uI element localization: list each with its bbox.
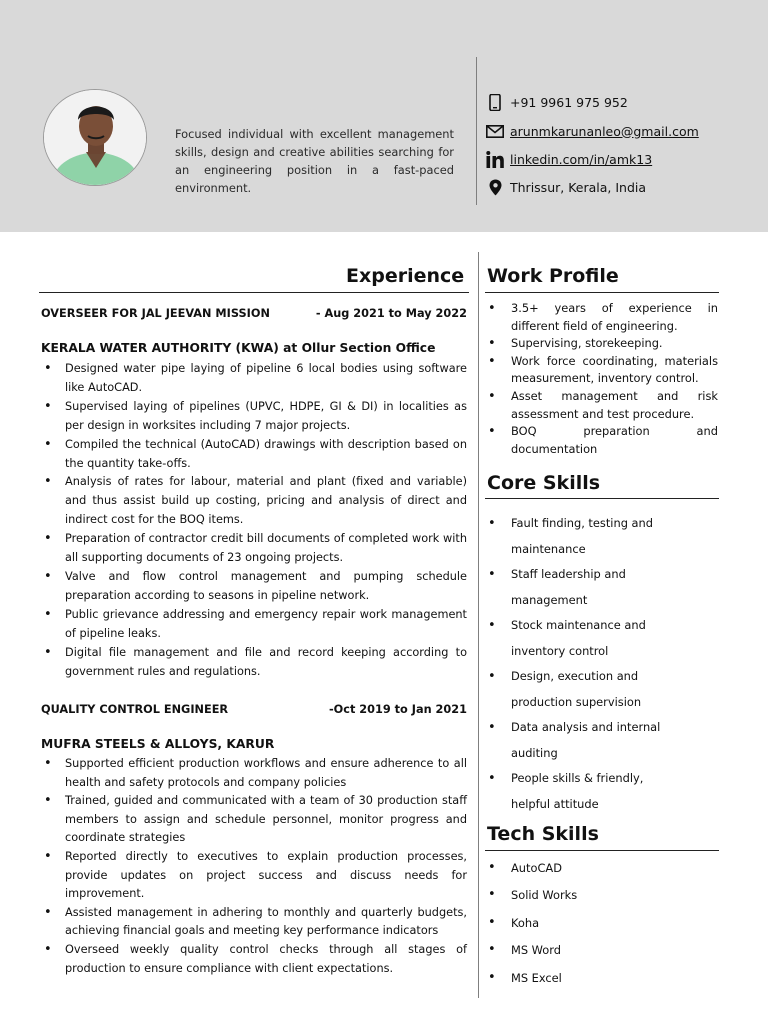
tech-skills-rule [485, 850, 719, 851]
core-skills-heading: Core Skills [487, 472, 601, 494]
list-item: • Reported directly to executives to explain production processes, provide updates on project success and discuss needs for improvement. [41, 848, 467, 904]
list-item: • Designed water pipe laying of pipeline 6 local bodies using software like AutoCAD. [41, 360, 467, 398]
contact-linkedin[interactable] [486, 149, 746, 169]
profile-photo [43, 89, 147, 186]
tech-skills-heading: Tech Skills [487, 823, 599, 845]
phone-number: +91 9961 975 952 [510, 94, 628, 110]
list-item: • Supported efficient production workflows and ensure adherence to all health and safety protocols and company policies [41, 755, 467, 792]
list-item: • Supervising, storekeeping. [487, 335, 718, 353]
list-item: • Digital file management and file and record keeping according to government rules and regulations. [41, 644, 467, 682]
job-2-bullets [41, 755, 467, 978]
list-item: • BOQ preparation and documentation [487, 423, 718, 458]
job-1-bullets [41, 360, 467, 681]
list-item: • Staff leadership and management [487, 562, 677, 613]
email-link[interactable]: arunmkarunanleo@gmail.com [510, 123, 699, 139]
list-item: • Preparation of contractor credit bill documents of completed work with all supporting documents of 23 ongoing projects. [41, 530, 467, 568]
job-2-role: QUALITY CONTROL ENGINEER [41, 703, 229, 716]
list-item: • 3.5+ years of experience in different field of engineering. [487, 300, 718, 335]
core-skills-rule [485, 498, 719, 499]
linkedin-icon [486, 150, 504, 168]
list-item: • Trained, guided and communicated with a team of 30 production staff members to assign and schedule personnel, monitor progress and coordinate strategies [41, 792, 467, 848]
list-item: • Asset management and risk assessment and test procedure. [487, 388, 718, 423]
list-item: • Overseed weekly quality control checks through all stages of production to ensure compliance with client expectations. [41, 941, 467, 978]
list-item: • Public grievance addressing and emergency repair work management of pipeline leaks. [41, 606, 467, 644]
list-item: • Work force coordinating, materials measurement, inventory control. [487, 353, 718, 388]
list-item: • Assisted management in adhering to monthly and quarterly budgets, achieving financial goals and meeting key performance indicators [41, 904, 467, 941]
job-2-org: MUFRA STEELS & ALLOYS, KARUR [41, 737, 275, 751]
header-divider [476, 57, 477, 205]
list-item: • MS Word [487, 940, 577, 960]
column-divider [478, 252, 479, 998]
job-1-period: - Aug 2021 to May 2022 [315, 307, 467, 320]
list-item: • AutoCAD [487, 858, 577, 878]
location-text: Thrissur, Kerala, India [510, 179, 647, 195]
contact-phone [486, 92, 746, 112]
job-1-role: OVERSEER FOR JAL JEEVAN MISSION [41, 307, 270, 320]
list-item: • Supervised laying of pipelines (UPVC, HDPE, GI & DI) in localities as per design in worksites including 7 major projects. [41, 398, 467, 436]
job-2-header [41, 703, 467, 716]
work-profile-list [487, 300, 718, 458]
list-item: • Compiled the technical (AutoCAD) drawings with description based on the quantity take-offs. [41, 436, 467, 474]
list-item: • Analysis of rates for labour, material and plant (fixed and variable) and thus assist build up costing, pricing and analysis of direct and indirect cost for the BOQ items. [41, 473, 467, 530]
contact-location [486, 177, 746, 197]
experience-heading: Experience [346, 265, 465, 287]
job-2-period: -Oct 2019 to Jan 2021 [328, 703, 467, 716]
list-item: • Fault finding, testing and maintenance [487, 511, 677, 562]
list-item: • MS Excel [487, 968, 577, 988]
tech-skills-list [487, 858, 577, 995]
job-1-org: KERALA WATER AUTHORITY (KWA) at Ollur Section Office [41, 341, 436, 355]
work-profile-rule [485, 292, 719, 293]
list-item: • Solid Works [487, 885, 577, 905]
core-skills-list [487, 511, 677, 817]
header-band [0, 0, 768, 232]
phone-icon [486, 93, 504, 111]
list-item: • Koha [487, 913, 577, 933]
profile-summary: Focused individual with excellent management skills, design and creative abilities searching for an engineering position in a fast-paced environment. [175, 127, 454, 195]
list-item: • Design, execution and production supervision [487, 664, 677, 715]
list-item: • Valve and flow control management and pumping schedule preparation according to seasons in pipeline network. [41, 568, 467, 606]
job-1-header [41, 307, 467, 320]
mail-icon [486, 122, 504, 140]
linkedin-link[interactable]: linkedin.com/in/amk13 [510, 151, 653, 167]
list-item: • Data analysis and internal auditing [487, 715, 677, 766]
list-item: • People skills & friendly, helpful attitude [487, 766, 677, 817]
experience-rule [39, 292, 469, 293]
work-profile-heading: Work Profile [487, 265, 619, 287]
list-item: • Stock maintenance and inventory control [487, 613, 677, 664]
location-pin-icon [486, 178, 504, 196]
contact-email[interactable] [486, 121, 746, 141]
